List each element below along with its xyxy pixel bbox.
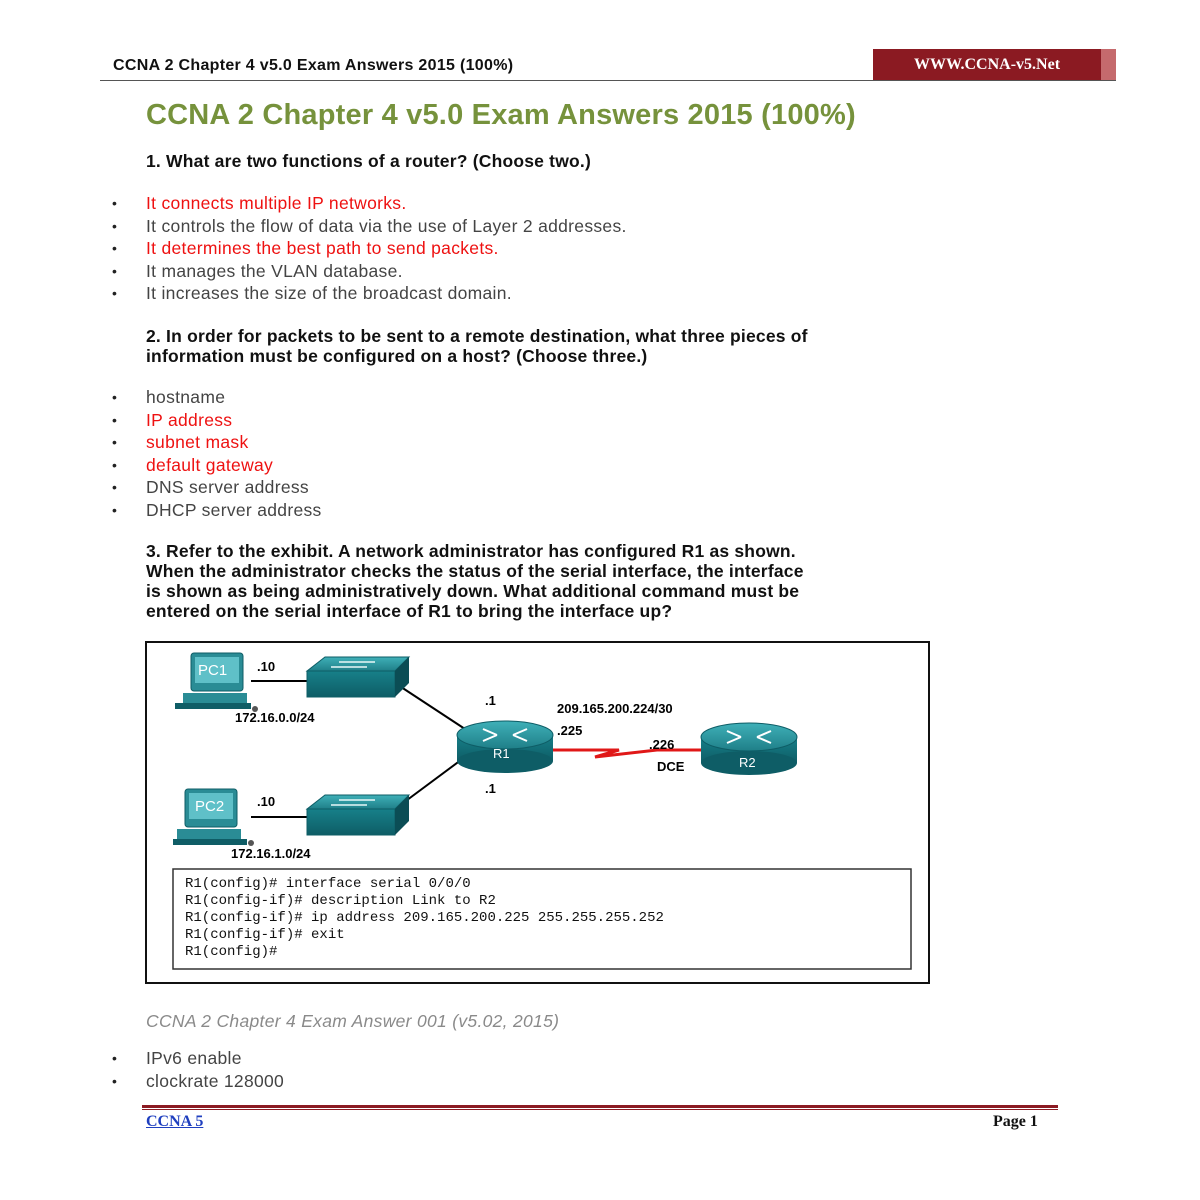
r2-label: R2: [739, 755, 756, 770]
answer-option: • IPv6 enable: [0, 1047, 284, 1070]
cli-line: R1(config-if)# description Link to R2: [185, 893, 496, 909]
site-badge-edge: [1101, 49, 1116, 80]
cli-line: R1(config-if)# exit: [185, 927, 345, 943]
question-2: [146, 326, 1046, 366]
answer-option: • It controls the flow of data via the use of Layer 2 addresses.: [0, 215, 627, 238]
pc2-label: PC2: [195, 798, 225, 815]
footer-rule-thin: [142, 1109, 1058, 1110]
wan-network: 209.165.200.224/30: [557, 701, 673, 716]
site-badge[interactable]: WWW.CCNA-v5.Net: [873, 49, 1101, 80]
exhibit-topology: [145, 641, 930, 984]
question-line: When the administrator checks the status of the serial interface, the interface: [146, 561, 804, 581]
answer-option: • It increases the size of the broadcast domain.: [0, 282, 627, 305]
question-3: [146, 541, 1046, 621]
switch-2-icon: [307, 795, 409, 835]
r1-serial-interface: .225: [557, 723, 583, 738]
link-switch1-r1: [395, 683, 465, 729]
answer-option: • subnet mask: [0, 431, 322, 454]
page-title: CCNA 2 Chapter 4 v5.0 Exam Answers 2015 (100%): [146, 99, 856, 131]
question-line: is shown as being administratively down. What additional command must be: [146, 581, 800, 601]
footer-rule: [142, 1105, 1058, 1108]
answer-option: • It manages the VLAN database.: [0, 260, 627, 283]
header-rule: [100, 80, 1116, 81]
answer-option: • It connects multiple IP networks.: [0, 192, 627, 215]
lan1-network: 172.16.0.0/24: [235, 710, 315, 725]
answer-option: • clockrate 128000: [0, 1070, 284, 1093]
cli-line: R1(config-if)# ip address 209.165.200.225 255.255.255.252: [185, 910, 664, 926]
pc1-host-address: .10: [257, 659, 276, 674]
question-3-options: [0, 1047, 284, 1092]
r1-label: R1: [493, 746, 510, 761]
pc1-label: PC1: [198, 662, 228, 679]
serial-link: [551, 750, 702, 757]
switch-1-icon: [307, 657, 409, 697]
answer-option: • default gateway: [0, 454, 322, 477]
question-line: entered on the serial interface of R1 to bring the interface up?: [146, 601, 673, 621]
pc2-host-address: .10: [257, 794, 276, 809]
r1-bottom-interface: .1: [485, 781, 496, 796]
cli-line: R1(config)#: [185, 944, 278, 960]
r2-serial-interface: .226: [649, 737, 675, 752]
question-1: 1. What are two functions of a router? (Choose two.): [146, 151, 591, 171]
topology-diagram: [147, 643, 928, 982]
page-number: Page 1: [993, 1113, 1038, 1130]
answer-option: • IP address: [0, 409, 322, 432]
exhibit-caption: CCNA 2 Chapter 4 Exam Answer 001 (v5.02, 2015): [146, 1011, 560, 1031]
lan2-network: 172.16.1.0/24: [231, 846, 311, 861]
question-2-options: [0, 386, 322, 521]
question-line: information must be configured on a host? (Choose three.): [146, 346, 648, 366]
footer-link[interactable]: CCNA 5: [146, 1113, 204, 1130]
answer-option: • It determines the best path to send packets.: [0, 237, 627, 260]
question-1-options: [0, 192, 627, 305]
running-header-title: CCNA 2 Chapter 4 v5.0 Exam Answers 2015 (100%): [113, 57, 514, 74]
answer-option: • DHCP server address: [0, 499, 322, 522]
dce-label: DCE: [657, 759, 685, 774]
cli-line: R1(config)# interface serial 0/0/0: [185, 876, 471, 892]
answer-option: • hostname: [0, 386, 322, 409]
r1-top-interface: .1: [485, 693, 496, 708]
answer-option: • DNS server address: [0, 476, 322, 499]
question-line: 2. In order for packets to be sent to a remote destination, what three pieces of: [146, 326, 808, 346]
question-line: 3. Refer to the exhibit. A network administrator has configured R1 as shown.: [146, 541, 796, 561]
